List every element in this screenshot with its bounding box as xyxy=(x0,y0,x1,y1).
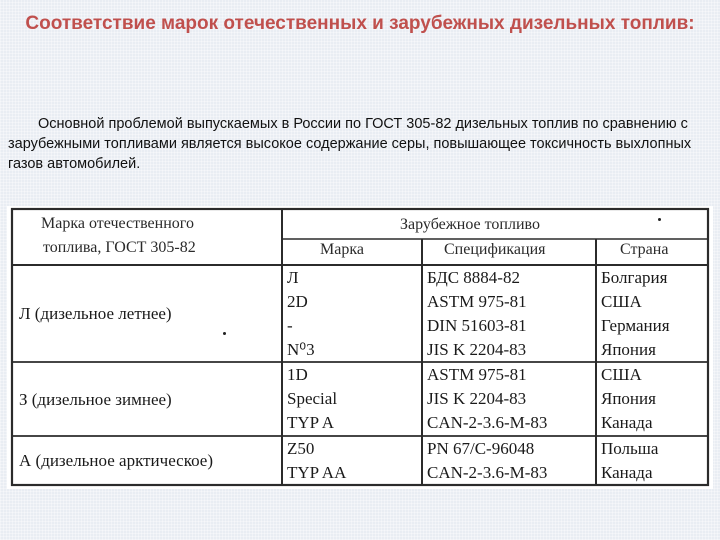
country-cell: США xyxy=(601,365,642,384)
spec-cell: JIS K 2204-83 xyxy=(427,389,527,408)
brand-cell: TYP AA xyxy=(287,463,347,482)
brand-cell: Special xyxy=(287,389,338,408)
spec-cell: JIS K 2204-83 xyxy=(427,340,527,359)
group3-countries xyxy=(601,437,658,485)
domestic-grade-winter: З (дизельное зимнее) xyxy=(19,390,172,409)
spec-cell: PN 67/C-96048 xyxy=(427,439,535,458)
domestic-grade-arctic: А (дизельное арктическое) xyxy=(19,451,214,470)
group2-countries xyxy=(601,363,656,435)
group3-specs xyxy=(427,437,547,485)
header-domestic-line1: Марка отечественного xyxy=(41,215,194,232)
spec-cell: ASTM 975-81 xyxy=(427,365,527,384)
spec-cell: DIN 51603-81 xyxy=(427,316,527,335)
header-specification: Спецификация xyxy=(444,241,546,258)
fuel-correspondence-table xyxy=(7,206,713,489)
brand-cell: 2D xyxy=(287,292,308,311)
header-brand: Марка xyxy=(320,241,364,258)
slide-title: Соответствие марок отечественных и зарубежных дизельных топлив: xyxy=(25,13,695,34)
spec-cell: БДС 8884-82 xyxy=(427,268,520,287)
header-country: Страна xyxy=(620,241,669,258)
group2-specs xyxy=(427,363,547,435)
brand-cell: - xyxy=(287,316,293,335)
spec-cell: ASTM 975-81 xyxy=(427,292,527,311)
country-cell: Польша xyxy=(601,439,659,458)
scan-speck xyxy=(658,218,661,221)
group1-countries xyxy=(601,266,670,362)
brand-cell: TYP A xyxy=(287,413,335,432)
country-cell: США xyxy=(601,292,642,311)
scan-speck xyxy=(223,332,226,335)
country-cell: Болгария xyxy=(601,268,668,287)
country-cell: Канада xyxy=(601,413,653,432)
header-foreign-fuel: Зарубежное топливо xyxy=(400,216,540,233)
spec-cell: CAN-2-3.6-M-83 xyxy=(427,413,548,432)
group1-specs xyxy=(427,266,527,362)
brand-cell: Z50 xyxy=(287,439,315,458)
country-cell: Канада xyxy=(601,463,653,482)
brand-cell: N⁰3 xyxy=(287,340,315,359)
spec-cell: CAN-2-3.6-M-83 xyxy=(427,463,548,482)
group3-brands xyxy=(287,437,346,485)
group2-brands xyxy=(287,363,337,435)
brand-cell: 1D xyxy=(287,365,308,384)
header-domestic-line2: топлива, ГОСТ 305-82 xyxy=(43,239,196,256)
country-cell: Япония xyxy=(601,340,656,359)
country-cell: Япония xyxy=(601,389,656,408)
country-cell: Германия xyxy=(601,316,670,335)
domestic-grade-summer: Л (дизельное летнее) xyxy=(19,304,172,323)
brand-cell: Л xyxy=(287,268,299,287)
intro-paragraph: Основной проблемой выпускаемых в России по ГОСТ 305-82 дизельных топлив по сравнению с зарубежными топливами является высокое содержание серы, повышающее токсичность выхлопных газов автомобилей. xyxy=(8,116,692,172)
group1-brands xyxy=(287,266,315,362)
